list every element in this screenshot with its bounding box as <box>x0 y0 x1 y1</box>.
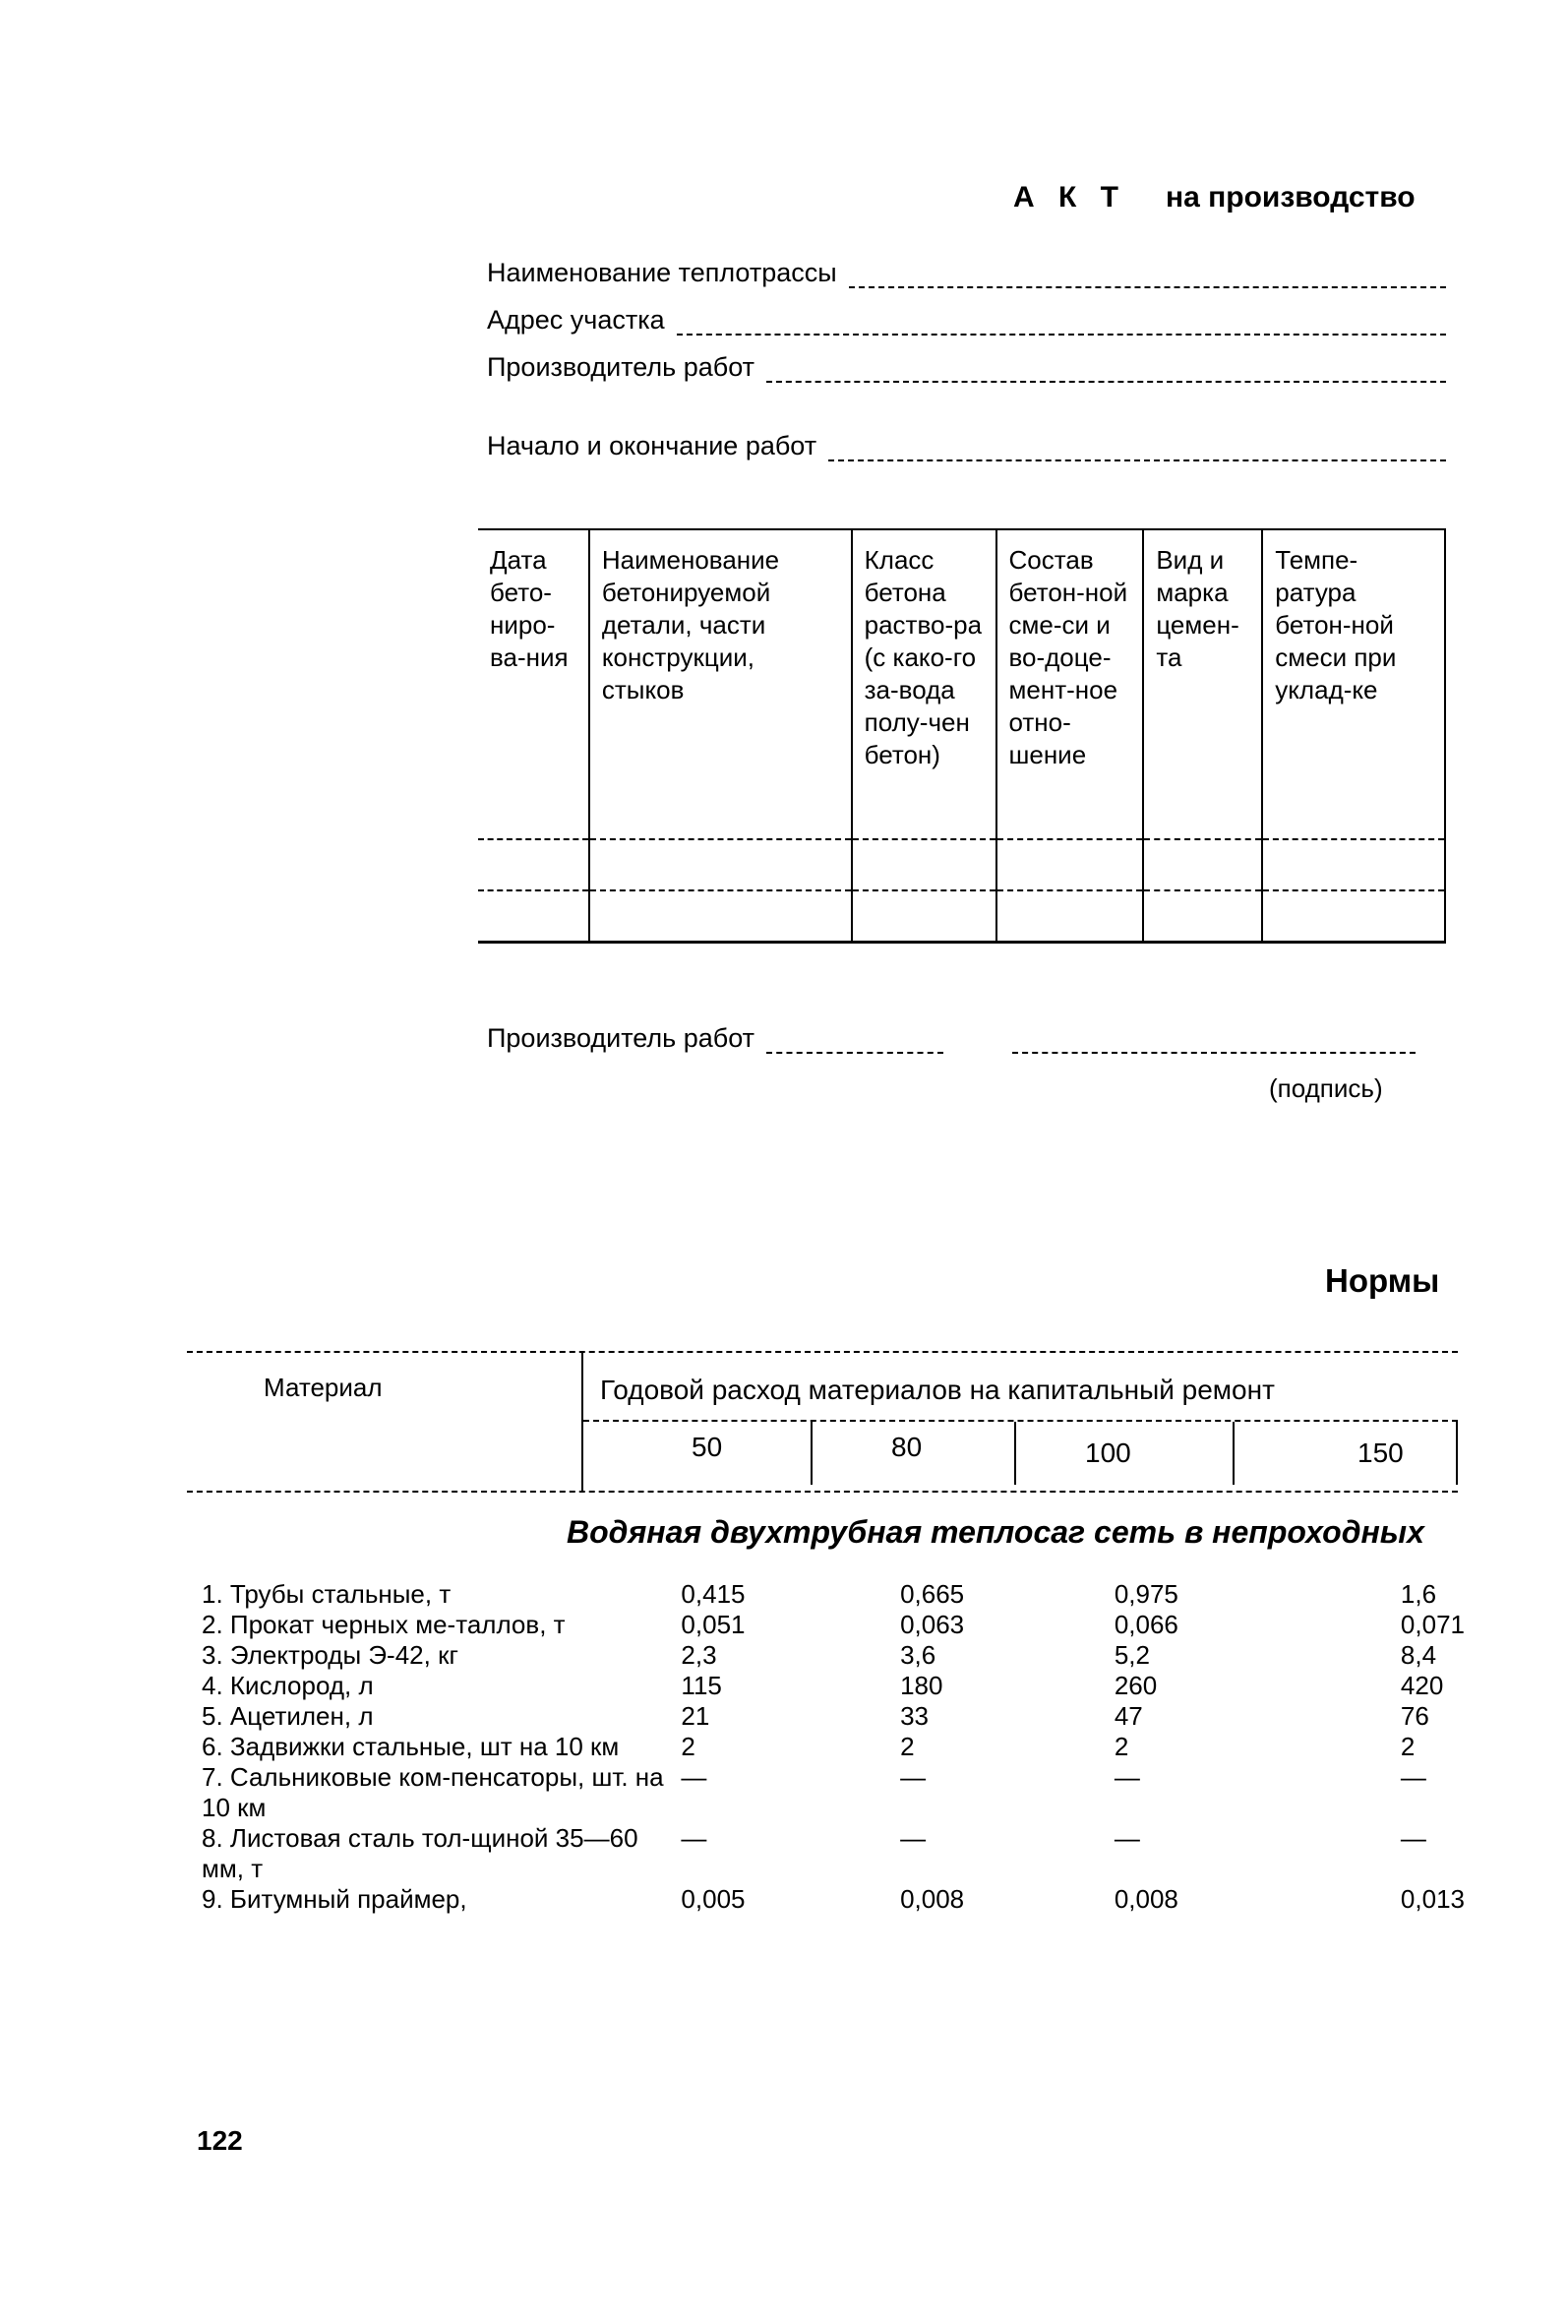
akt-cell <box>996 839 1144 890</box>
table-row <box>192 1732 1471 1762</box>
value-150: — <box>1400 1762 1426 1792</box>
value-50: 0,005 <box>681 1884 746 1914</box>
akt-title-word: А К Т <box>1013 181 1126 214</box>
annual-consumption-label: Годовой расход материалов на капитальный ремонт <box>600 1375 1275 1405</box>
value-150: 76 <box>1400 1701 1429 1731</box>
material-name: 5. Ацетилен, л <box>202 1701 374 1731</box>
akt-header-temperature: Темпе-ратура бетон-ной смеси при уклад-ке <box>1262 529 1445 839</box>
value-100: 260 <box>1114 1671 1158 1700</box>
value-80: 0,008 <box>900 1884 965 1914</box>
heating-main-label: Наименование теплотрассы <box>487 258 837 287</box>
value-150: 0,071 <box>1400 1610 1465 1639</box>
value-80: 0,063 <box>900 1610 965 1639</box>
value-80: 0,665 <box>900 1579 965 1609</box>
akt-table-empty-row <box>478 890 1445 943</box>
heating-main-field <box>487 258 1446 288</box>
akt-header-date: Дата бето-ниро-ва-ния <box>478 529 589 839</box>
value-150: 8,4 <box>1400 1640 1437 1670</box>
value-50: — <box>681 1823 707 1853</box>
signature-caption: (подпись) <box>1269 1073 1383 1103</box>
value-100: 5,2 <box>1114 1640 1150 1670</box>
akt-cell <box>1143 839 1262 890</box>
size-header-row <box>583 1420 1458 1485</box>
value-100: 2 <box>1114 1732 1129 1761</box>
value-80: — <box>900 1823 927 1853</box>
material-name: 9. Битумный праймер, <box>202 1884 467 1914</box>
material-name: 7. Сальниковые ком-пенсаторы, шт. на 10 км <box>202 1762 664 1822</box>
value-50: 0,051 <box>681 1610 746 1639</box>
akt-header-concrete-class: Класс бетона раство-ра (с како-го за-вода полу-чен бетон) <box>852 529 996 839</box>
work-manager-field <box>487 352 1446 383</box>
material-name: 6. Задвижки стальные, шт на 10 км <box>202 1732 620 1761</box>
table-row <box>192 1640 1471 1671</box>
size-header: 150 <box>1235 1422 1458 1485</box>
table-row <box>192 1823 1471 1884</box>
signature-blank-sign <box>1012 1030 1416 1054</box>
material-name: 2. Прокат черных ме-таллов, т <box>202 1610 566 1639</box>
table-row <box>192 1884 1471 1915</box>
akt-cell <box>589 890 852 943</box>
akt-cell <box>996 890 1144 943</box>
table-row <box>192 1671 1471 1701</box>
value-50: 2 <box>681 1732 695 1761</box>
akt-cell <box>1262 839 1445 890</box>
size-header: 80 <box>813 1422 1016 1485</box>
value-50: 115 <box>681 1671 722 1700</box>
section-address-label: Адрес участка <box>487 305 665 335</box>
value-50: 21 <box>681 1701 710 1731</box>
page-number: 122 <box>197 2125 243 2156</box>
value-100: — <box>1114 1823 1140 1853</box>
value-50: 2,3 <box>681 1640 717 1670</box>
table-row <box>192 1701 1471 1732</box>
value-150: — <box>1400 1823 1426 1853</box>
signature-label: Производитель работ <box>487 1023 754 1053</box>
material-name: 4. Кислород, л <box>202 1671 374 1700</box>
work-period-blank <box>828 438 1446 461</box>
work-period-field <box>487 431 1446 461</box>
signature-line <box>487 1023 1416 1054</box>
akt-cell <box>852 839 996 890</box>
value-100: 47 <box>1114 1701 1143 1731</box>
table-row <box>192 1610 1471 1640</box>
norms-table <box>192 1579 1471 1915</box>
material-name: 1. Трубы стальные, т <box>202 1579 452 1609</box>
akt-cell <box>478 839 589 890</box>
value-50: — <box>681 1762 707 1792</box>
work-period-label: Начало и окончание работ <box>487 431 817 460</box>
value-80: 3,6 <box>900 1640 936 1670</box>
value-80: 33 <box>900 1701 929 1731</box>
section-title: Водяная двухтрубная теплосаг сеть в непроходных <box>567 1514 1424 1550</box>
akt-cell <box>1143 890 1262 943</box>
material-column <box>187 1353 583 1491</box>
norms-title: Нормы <box>1325 1262 1440 1299</box>
norms-table-header <box>187 1351 1458 1493</box>
size-header: 50 <box>583 1422 813 1485</box>
value-150: 0,013 <box>1400 1884 1465 1914</box>
table-row <box>192 1579 1471 1610</box>
akt-cell <box>589 839 852 890</box>
value-100: 0,066 <box>1114 1610 1178 1639</box>
value-80: 2 <box>900 1732 915 1761</box>
akt-cell <box>852 890 996 943</box>
value-50: 0,415 <box>681 1579 746 1609</box>
akt-header-part-name: Наименование бетонируемой детали, части конструкции, стыков <box>589 529 852 839</box>
akt-header-mix-composition: Состав бетон-ной сме-си и во-доце-мент-ное отно-шение <box>996 529 1144 839</box>
value-100: — <box>1114 1762 1140 1792</box>
akt-cell <box>1262 890 1445 943</box>
akt-header-cement-grade: Вид и марка цемен-та <box>1143 529 1262 839</box>
value-100: 0,975 <box>1114 1579 1178 1609</box>
value-150: 1,6 <box>1400 1579 1437 1609</box>
value-150: 420 <box>1400 1671 1444 1700</box>
akt-table <box>478 528 1446 944</box>
material-column-label: Материал <box>264 1373 383 1402</box>
signature-blank-name <box>766 1030 943 1054</box>
size-header: 100 <box>1016 1422 1235 1485</box>
akt-table-header-row <box>478 529 1445 839</box>
value-100: 0,008 <box>1114 1884 1178 1914</box>
value-150: 2 <box>1400 1732 1416 1761</box>
akt-cell <box>478 890 589 943</box>
material-name: 8. Листовая сталь тол-щиной 35—60 мм, т <box>202 1823 638 1883</box>
work-manager-blank <box>766 359 1446 383</box>
value-80: — <box>900 1762 927 1792</box>
akt-title-rest: на производство <box>1165 181 1416 214</box>
work-manager-label: Производитель работ <box>487 352 754 382</box>
value-80: 180 <box>900 1671 943 1700</box>
heating-main-blank <box>849 265 1446 288</box>
material-name: 3. Электроды Э-42, кг <box>202 1640 458 1670</box>
akt-table-empty-row <box>478 839 1445 890</box>
section-address-blank <box>677 312 1446 336</box>
table-row <box>192 1762 1471 1823</box>
section-address-field <box>487 305 1446 336</box>
akt-title <box>1013 181 1416 214</box>
